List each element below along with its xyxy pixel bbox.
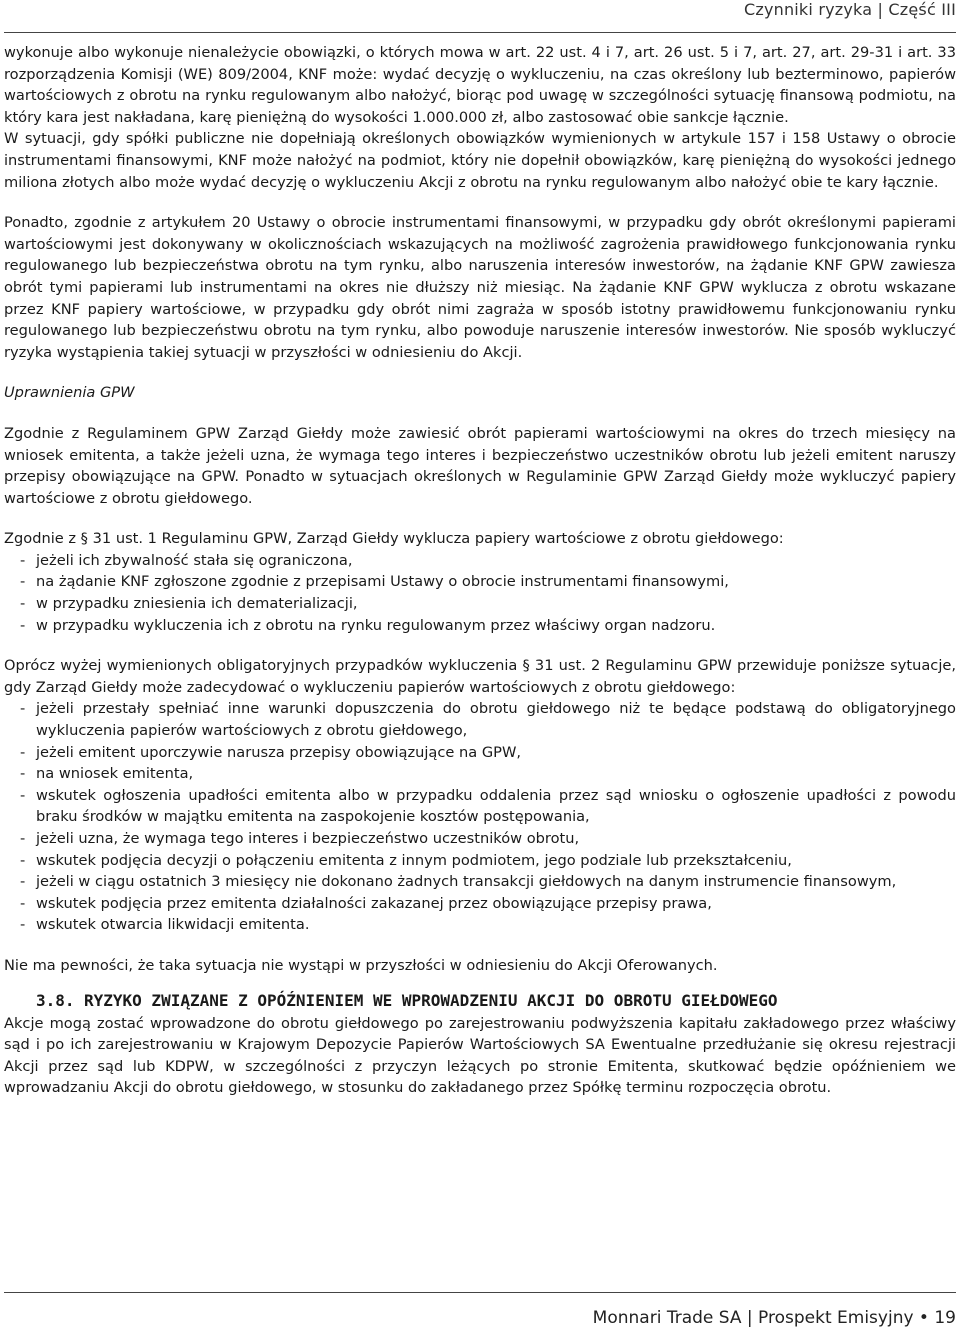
paragraph-no-certainty: Nie ma pewności, że taka sytuacja nie wystąpi w przyszłości w odniesieniu do Akcji Oferowanych.: [4, 956, 718, 974]
section-number: 3.8.: [36, 990, 75, 1010]
list-optional-exclusion: [4, 698, 956, 936]
list-item: - jeżeli ich zbywalność stała się ograniczona,: [4, 550, 956, 572]
list-item: - w przypadku zniesienia ich dematerializacji,: [4, 593, 956, 615]
section-title: RYZYKO ZWIĄZANE Z OPÓŹNIENIEM WE WPROWADZENIU AKCJI DO OBROTU GIEŁDOWEGO: [84, 990, 778, 1010]
list-item: - wskutek otwarcia likwidacji emitenta.: [4, 914, 956, 936]
list-mandatory-exclusion: [4, 550, 956, 636]
page-content: [4, 42, 956, 1099]
list-item: - wskutek ogłoszenia upadłości emitenta albo w przypadku oddalenia przez sąd wniosku o ogłoszenie upadłości z powodu braku środków w majątku emitenta na zaspokojenie kosztów postępowania,: [4, 785, 956, 828]
list-item: - na wniosek emitenta,: [4, 763, 956, 785]
list-item: - wskutek podjęcia decyzji o połączeniu emitenta z innym podmiotem, jego podziale lub przekształceniu,: [4, 850, 956, 872]
footer-rule: [4, 1292, 956, 1293]
list-item: - na żądanie KNF zgłoszone zgodnie z przepisami Ustawy o obrocie instrumentami finansowymi,: [4, 571, 956, 593]
running-head: Czynniki ryzyka | Część III: [743, 0, 956, 19]
paragraph-article-20: Ponadto, zgodnie z artykułem 20 Ustawy o obrocie instrumentami finansowymi, w przypadku gdy obrót określonymi papierami wartościowymi jest dokonywany w okolicznościach wskazujących na możliwość zagrożenia prawidłowego funkcjonowania rynku regulowanego lub bezpieczeństwa obrotu na tym rynku, albo naruszenia interesów inwestorów, na żądanie KNF GPW zawiesza obrót tymi papierami lub instrumentami na okres nie dłuższy niż miesiąc. Na żądanie KNF GPW wyklucza z obrotu wskazane przez KNF papiery wartościowe, w przypadku gdy obrót nimi zagraża w sposób istotny prawidłowemu funkcjonowaniu rynku regulowanego lub bezpieczeństwu obrotu na tym rynku, albo powoduje naruszenie interesów inwestorów. Nie sposób wykluczyć ryzyka wystąpienia takiej sytuacji w przyszłości w odniesieniu do Akcji.: [4, 214, 956, 361]
list-item: - wskutek podjęcia przez emitenta działalności zakazanej przez obowiązujące przepisy prawa,: [4, 893, 956, 915]
paragraph-gpw-regulations: Zgodnie z Regulaminem GPW Zarząd Giełdy może zawiesić obrót papierami wartościowymi na okres do trzech miesięcy na wniosek emitenta, a także jeżeli uznа, że wymaga tego interes i bezpieczeństwo uczestników obrotu lub jeżeli emitent naruszy przepisy obowiązujące na GPW. Ponadto w sytuacjach określonych w Regulaminie GPW Zarząd Giełdy może wykluczyć papiery wartościowe z obrotu giełdowego.: [4, 424, 956, 507]
page-footer: Monnari Trade SA | Prospekt Emisyjny • 19: [592, 1308, 956, 1328]
list-item: - jeżeli uzna, że wymaga tego interes i bezpieczeństwo uczestników obrotu,: [4, 828, 956, 850]
document-page: [4, 0, 956, 1332]
list-item: - w przypadku wykluczenia ich z obrotu na rynku regulowanym przez właściwy organ nadzoru.: [4, 615, 956, 637]
list-item: - jeżeli emitent uporczywie narusza przepisy obowiązujące na GPW,: [4, 742, 956, 764]
paragraph-public-companies: W sytuacji, gdy spółki publiczne nie dopełniają określonych obowiązków wymienionych w artykule 157 i 158 Ustawy o obrocie instrumentami finansowymi, KNF może nałożyć na podmiot, który nie dopełnił obowiązków, karę pieniężną do wysokości jednego miliona złotych albo może wydać decyzję o wykluczeniu Akcji z obrotu na rynku regulowanym albo nałożyć obie te kary łącznie.: [4, 130, 956, 191]
paragraph-par-31-1: Zgodnie z § 31 ust. 1 Regulaminu GPW, Zarząd Giełdy wyklucza papiery wartościowe z obrotu giełdowego:: [4, 530, 784, 548]
subheading-gpw-powers: Uprawnienia GPW: [4, 384, 135, 402]
header-rule: [4, 32, 956, 33]
list-item: - jeżeli w ciągu ostatnich 3 miesięcy nie dokonano żadnych transakcji giełdowych na danym instrumencie finansowym,: [4, 871, 956, 893]
paragraph-par-31-2: Oprócz wyżej wymienionych obligatoryjnych przypadków wykluczenia § 31 ust. 2 Regulaminu GPW przewiduje poniższe sytuacje, gdy Zarząd Giełdy może zadecydować o wykluczeniu papierów wartościowych z obrotu giełdowego:: [4, 657, 956, 696]
list-item: - jeżeli przestały spełniać inne warunki dopuszczenia do obrotu giełdowego niż te będące podstawą do obligatoryjnego wykluczenia papierów wartościowych z obrotu giełdowego,: [4, 698, 956, 741]
paragraph-sanctions: wykonuje albo wykonuje nienależycie obowiązki, o których mowa w art. 22 ust. 4 i 7, art. 26 ust. 5 i 7, art. 27, art. 29-31 i art. 33 rozporządzenia Komisji (WE) 809/2004, KNF może: wydać decyzję o wykluczeniu, na czas określony lub bezterminowo, papierów wartościowych z obrotu na rynku regulowanym albo nałożyć, biorąc pod uwagę w szczególności sytuację finansową podmiotu, na który kara jest nakładana, karę pieniężną do wysokości 1.000.000 zł, albo zastosować obie sankcje łącznie.: [4, 44, 956, 126]
section-heading: [4, 991, 956, 1011]
paragraph-listing-delay: Akcje mogą zostać wprowadzone do obrotu giełdowego po zarejestrowaniu podwyższenia kapitału zakładowego przez właściwy sąd i po ich zarejestrowaniu w Krajowym Depozycie Papierów Wartościowych SA Ewentualne przedłużanie się okresu rejestracji Akcji przez sąd lub KDPW, w szczególności z przyczyn leżących po stronie Emitenta, skutkować będzie opóźnieniem we wprowadzaniu Akcji do obrotu giełdowego, w stosunku do zakładanego przez Spółkę terminu rozpoczęcia obrotu.: [4, 1014, 956, 1097]
